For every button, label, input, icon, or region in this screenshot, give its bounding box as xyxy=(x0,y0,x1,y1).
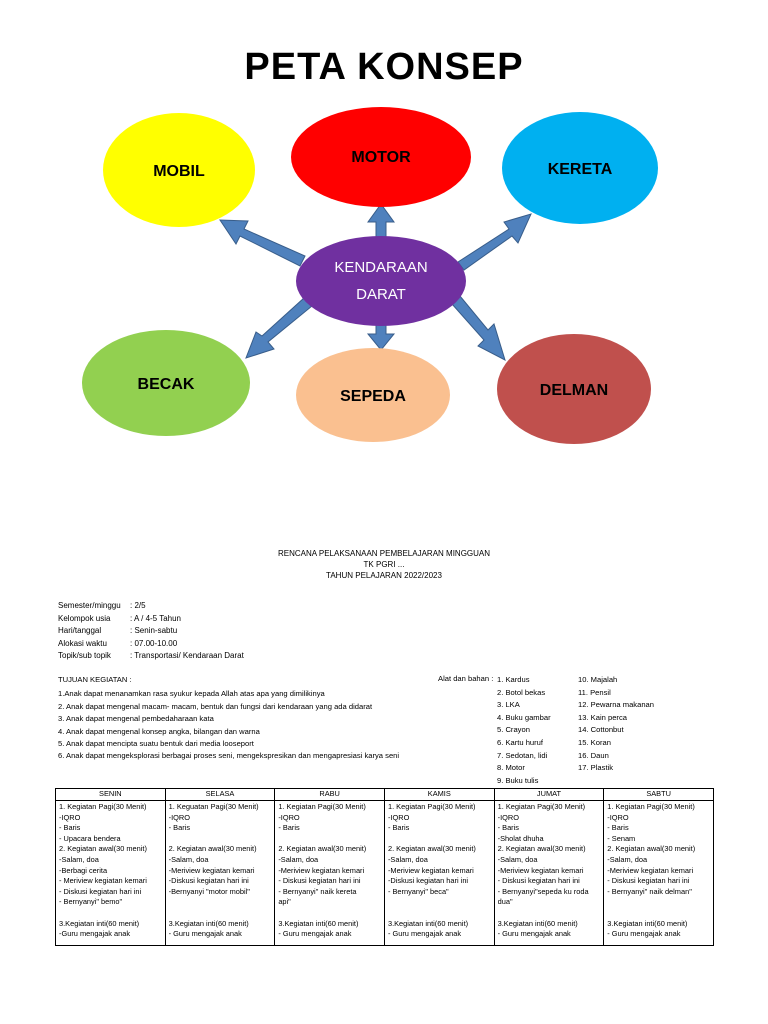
schedule-cell-line xyxy=(388,897,491,908)
node-center-label-line1: KENDARAAN xyxy=(334,259,428,276)
schedule-cell-line: - Baris xyxy=(278,823,300,833)
schedule-cell-line: 1. Kegiatan Pagi(30 Menit) xyxy=(59,802,147,811)
day-header: JUMAT xyxy=(494,789,604,801)
schedule-cell-line xyxy=(388,908,491,919)
schedule-cell-line: dua" xyxy=(497,897,513,907)
schedule-cell-line: 2. Kegiatan awal(30 menit) xyxy=(387,844,476,854)
schedule-cell-line: 3.Kegiatan inti(60 menit) xyxy=(168,918,249,928)
schedule-cell-line: -Meriview kegiatan kemari xyxy=(168,865,255,875)
info-label: Alokasi waktu xyxy=(58,638,107,648)
schedule-cell-line: - Bernyanyi" naik kereta xyxy=(278,886,357,896)
schedule-cell-line: 1. Kegiatan Pagi(30 Menit) xyxy=(607,802,695,811)
day-header: SENIN xyxy=(56,789,166,801)
schedule-cell-line: - Senam xyxy=(607,833,636,843)
schedule-cell-line: -Salam, doa xyxy=(168,854,209,864)
schedule-cell-line: - Guru mengajak anak xyxy=(168,929,242,939)
goals-heading: TUJUAN KEGIATAN : xyxy=(58,675,132,684)
schedule-cell-line: -IQRO xyxy=(59,812,81,822)
schedule-cell-line: 3.Kegiatan inti(60 menit) xyxy=(497,918,578,928)
tool-item: 2. Botol bekas xyxy=(497,687,546,697)
node-center xyxy=(296,236,466,326)
schedule-cell-line: 3.Kegiatan inti(60 menit) xyxy=(387,918,469,928)
tool-item: 6. Kartu huruf xyxy=(497,737,544,747)
node-center-shape xyxy=(296,236,466,326)
goals-block xyxy=(58,674,458,763)
tool-item: 15. Koran xyxy=(578,737,611,747)
schedule-cell-kamis xyxy=(384,801,494,946)
schedule-cell-line: - Bernyanyi"sepeda ku roda xyxy=(497,886,589,896)
schedule-cell-line: - Guru mengajak anak xyxy=(497,929,571,939)
tool-item: 1. Kardus xyxy=(497,675,530,684)
schedule-cell-line: -Salam, doa xyxy=(497,854,538,864)
schedule-cell-selasa xyxy=(165,801,275,946)
schedule-cell-line: -IQRO xyxy=(387,812,410,822)
doc-heading-line3: TAHUN PELAJARAN 2022/2023 xyxy=(326,571,442,580)
node-delman xyxy=(497,334,651,444)
schedule-cell-line: - Bernyanyi" bemo" xyxy=(59,897,123,907)
goal-item: 1.Anak dapat menanamkan rasa syukur kepada Allah atas apa yang dimilikinya xyxy=(58,689,325,699)
schedule-cell-line: -Meriview kegiatan kemari xyxy=(387,865,474,875)
schedule-cell-line: -IQRO xyxy=(168,812,191,822)
info-value: : Senin-sabtu xyxy=(130,626,178,636)
schedule-cell-line: 2. Kegiatan awal(30 menit) xyxy=(278,844,367,854)
arrow-to-kereta xyxy=(458,214,531,270)
info-label: Kelompok usia xyxy=(58,613,111,623)
schedule-cell-line xyxy=(169,908,272,919)
info-value: : 07.00-10.00 xyxy=(130,638,178,648)
info-value: : A / 4-5 Tahun xyxy=(130,613,182,623)
schedule-cell-line: -Bernyanyi "motor mobil" xyxy=(168,886,250,896)
schedule-cell-line: 2. Kegiatan awal(30 menit) xyxy=(59,844,147,854)
info-label: Semester/minggu xyxy=(58,601,121,610)
schedule-cell-line: -Meriview kegiatan kemari xyxy=(607,865,694,875)
schedule-cell-line: - Diskusi kegiatan hari ini xyxy=(497,876,580,886)
schedule-cell-senin xyxy=(56,801,166,946)
info-row xyxy=(58,625,244,638)
schedule-cell-line: -Berbagi cerita xyxy=(59,865,108,875)
node-center-label-line2: DARAT xyxy=(356,286,406,303)
node-kereta-label: KERETA xyxy=(547,161,613,178)
node-delman-label: DELMAN xyxy=(539,382,609,399)
node-becak-label: BECAK xyxy=(137,376,195,393)
tool-item: 16. Daun xyxy=(578,750,609,760)
schedule-cell-line: 1. Keguatan Pagi(30 Menit) xyxy=(168,802,259,811)
tool-item: 11. Pensil xyxy=(578,687,611,697)
node-becak xyxy=(82,330,250,436)
tool-item: 9. Buku tulis xyxy=(497,775,539,785)
info-row xyxy=(58,638,244,651)
schedule-cell-line: -Salam, doa xyxy=(59,854,99,864)
schedule-cell-line xyxy=(278,834,381,845)
doc-heading-line2: TK PGRI ... xyxy=(363,560,405,569)
node-sepeda xyxy=(296,348,450,442)
schedule-cell-line: -Salam, doa xyxy=(607,854,648,864)
schedule-cell-line: 1. Kegiatan Pagi(30 Menit) xyxy=(387,802,476,811)
schedule-cell-line: -Guru mengajak anak xyxy=(59,929,131,939)
info-block xyxy=(58,600,244,663)
tool-item: 17. Plastik xyxy=(578,763,614,773)
node-kereta xyxy=(502,112,658,224)
schedule-cell-line xyxy=(498,908,601,919)
schedule-cell-line: -IQRO xyxy=(278,812,300,822)
info-label: Hari/tanggal xyxy=(58,626,102,636)
tool-item: 8. Motor xyxy=(497,763,525,773)
info-value: : Transportasi/ Kendaraan Darat xyxy=(130,651,244,661)
schedule-cell-line: -Salam, doa xyxy=(278,854,319,864)
schedule-cell-line: - Baris xyxy=(497,823,519,833)
info-row xyxy=(58,600,244,613)
schedule-cell-line: -IQRO xyxy=(607,812,629,822)
schedule-cell-jumat xyxy=(494,801,604,946)
doc-heading-line1: RENCANA PELAKSANAAN PEMBELAJARAN MINGGUAN xyxy=(277,549,491,558)
schedule-cell-line xyxy=(169,834,272,845)
schedule-cell-line: - Baris xyxy=(387,823,410,833)
schedule-table xyxy=(55,788,714,946)
schedule-cell-line xyxy=(278,908,381,919)
schedule-row xyxy=(56,801,714,946)
info-row xyxy=(58,650,244,663)
schedule-cell-line: - Bernyanyi" naik delman" xyxy=(607,886,692,896)
tools-label: Alat dan bahan : xyxy=(438,674,494,683)
schedule-cell-line: -Sholat dhuha xyxy=(497,833,544,843)
schedule-cell-line xyxy=(607,897,710,908)
document-heading xyxy=(0,548,768,581)
schedule-cell-line: - Diskusi kegiatan hari ini xyxy=(607,876,690,886)
goal-item: 4. Anak dapat mengenal konsep angka, bilangan dan warna xyxy=(58,726,260,736)
tool-item: 5. Crayon xyxy=(497,725,530,735)
schedule-cell-line: - Baris xyxy=(168,823,191,833)
schedule-cell-line xyxy=(388,834,491,845)
schedule-cell-line: - Guru mengajak anak xyxy=(387,929,462,939)
tool-item: 7. Sedotan, lidi xyxy=(497,750,548,760)
arrow-to-mobil xyxy=(220,220,305,266)
schedule-cell-line: -Diskusi kegiatan hari ini xyxy=(387,876,469,886)
schedule-cell-line: - Guru mengajak anak xyxy=(607,929,681,939)
tools-list-1 xyxy=(497,674,551,787)
goal-item: 5. Anak dapat mencipta suatu bentuk dari media looseport xyxy=(58,739,254,749)
day-header: SABTU xyxy=(604,789,714,801)
node-mobil-label: MOBIL xyxy=(153,163,205,180)
schedule-cell-line: -Salam, doa xyxy=(387,854,428,864)
goal-item: 6. Anak dapat mengeksplorasi berbagai proses seni, mengekspresikan dan mengapresiasi karya seni xyxy=(58,751,400,761)
schedule-cell-line: 2. Kegiatan awal(30 menit) xyxy=(607,844,696,854)
schedule-cell-line: -Diskusi kegiatan hari ini xyxy=(168,876,249,886)
schedule-cell-line: 2. Kegiatan awal(30 menit) xyxy=(497,844,586,854)
schedule-cell-line: - Upacara bendera xyxy=(59,833,121,843)
schedule-cell-line: 3.Kegiatan inti(60 menit) xyxy=(607,918,688,928)
schedule-cell-line: 2. Kegiatan awal(30 menit) xyxy=(168,844,257,854)
info-row xyxy=(58,613,244,626)
tool-item: 3. LKA xyxy=(497,700,520,710)
schedule-cell-rabu xyxy=(275,801,385,946)
tool-item: 12. Pewarna makanan xyxy=(578,700,654,710)
schedule-cell-line: - Meriview kegiatan kemari xyxy=(59,876,147,886)
schedule-cell-line: - Diskusi kegiatan hari ini xyxy=(59,886,142,896)
schedule-cell-line: api" xyxy=(278,897,291,907)
day-header: KAMIS xyxy=(384,789,494,801)
node-motor xyxy=(291,107,471,207)
schedule-cell-line xyxy=(59,908,162,919)
schedule-cell-line xyxy=(169,897,272,908)
page-title: PETA KONSEP xyxy=(244,46,524,88)
day-header: SELASA xyxy=(165,789,275,801)
tools-list-2 xyxy=(578,674,654,775)
info-value: : 2/5 xyxy=(130,601,146,610)
arrow-to-delman xyxy=(452,296,505,360)
goal-item: 2. Anak dapat mengenal macam- macam, bentuk dan fungsi dari kendaraan yang ada didarat xyxy=(58,701,373,711)
schedule-cell-line: - Bernyanyi" beca" xyxy=(387,886,449,896)
tool-item: 14. Cottonbut xyxy=(578,725,624,735)
tool-item: 4. Buku gambar xyxy=(497,712,551,722)
schedule-cell-line: - Guru mengajak anak xyxy=(278,929,352,939)
schedule-cell-line xyxy=(607,908,710,919)
schedule-cell-line: 1. Kegiatan Pagi(30 Menit) xyxy=(278,802,366,811)
schedule-cell-line: -IQRO xyxy=(497,812,519,822)
node-motor-label: MOTOR xyxy=(351,149,411,166)
schedule-cell-line: -Meriview kegiatan kemari xyxy=(278,865,365,875)
goal-item: 3. Anak dapat mengenal pembedaharaan kata xyxy=(58,714,214,724)
node-mobil xyxy=(103,113,255,227)
tool-item: 10. Majalah xyxy=(578,675,618,684)
schedule-cell-line: 1. Kegiatan Pagi(30 Menit) xyxy=(497,802,586,811)
schedule-cell-line: - Baris xyxy=(607,823,629,833)
info-label: Topik/sub topik xyxy=(58,651,111,661)
day-header: RABU xyxy=(275,789,385,801)
schedule-header-row xyxy=(56,789,714,801)
schedule-cell-line: - Baris xyxy=(59,823,81,833)
tool-item: 13. Kain perca xyxy=(578,712,627,722)
concept-map xyxy=(0,100,768,450)
schedule-cell-line: - Diskusi kegiatan hari ini xyxy=(278,876,361,886)
node-sepeda-label: SEPEDA xyxy=(340,388,406,405)
schedule-cell-line: 3.Kegiatan inti(60 menit) xyxy=(59,918,140,928)
schedule-cell-line: -Meriview kegiatan kemari xyxy=(497,865,584,875)
schedule-cell-line: 3.Kegiatan inti(60 menit) xyxy=(278,918,359,928)
schedule-cell-sabtu xyxy=(604,801,714,946)
arrow-to-becak xyxy=(246,298,312,358)
